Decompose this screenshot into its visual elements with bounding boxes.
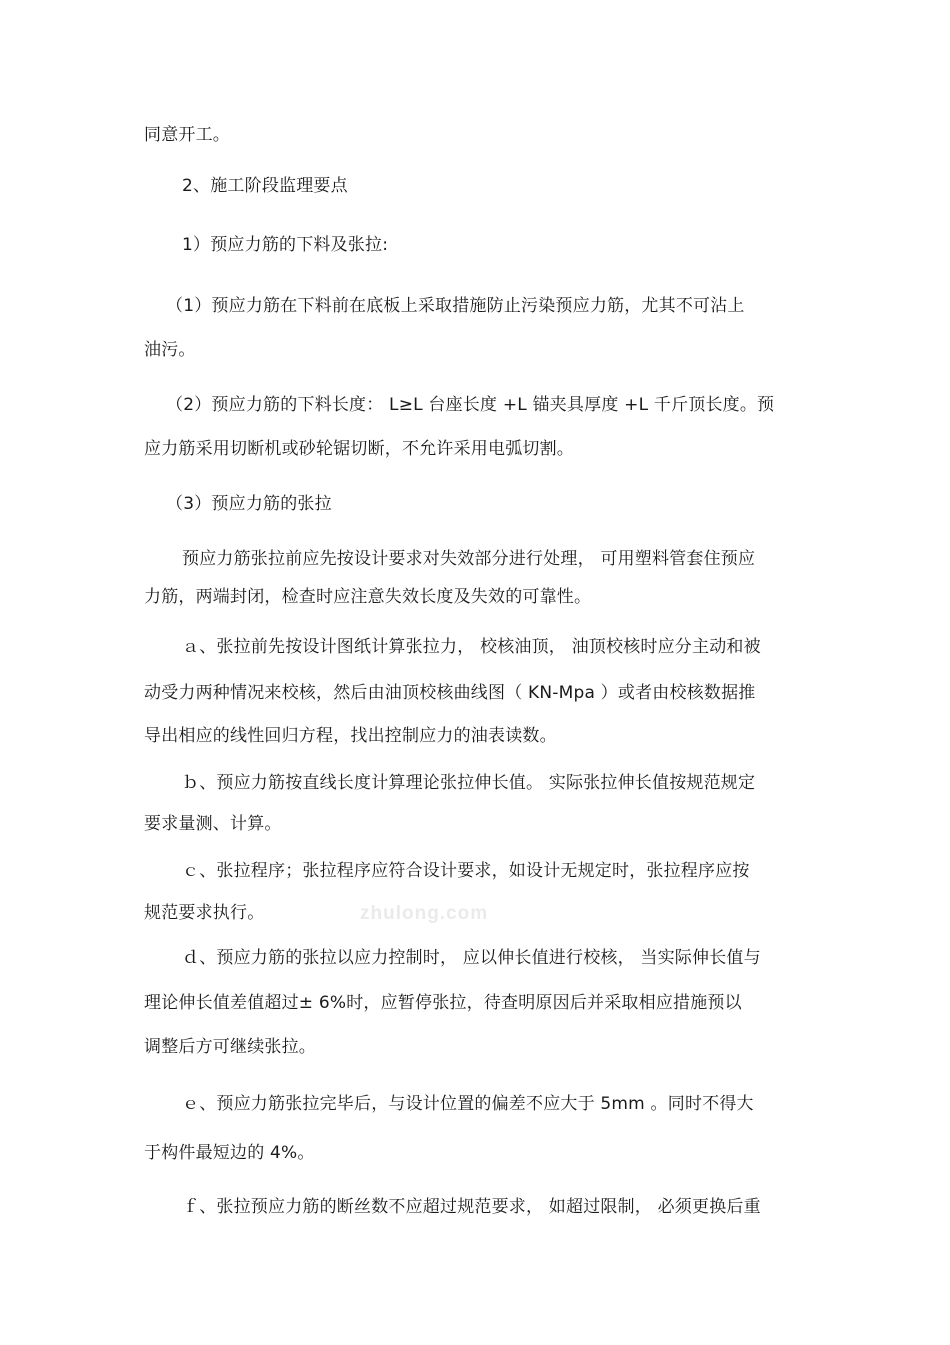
list-item: ｅ、预应力筋张拉完毕后，与设计位置的偏差不应大于 5mm 。同时不得大 (182, 1094, 754, 1114)
list-item: ａ、张拉前先按设计图纸计算张拉力， 校核油顶， 油顶校核时应分主动和被 (182, 637, 761, 657)
text-line: 理论伸长值差值超过± 6%时，应暂停张拉，待查明原因后并采取相应措施预以 (144, 993, 742, 1013)
section-heading: 2、施工阶段监理要点 (182, 176, 348, 196)
text-line: 调整后方可继续张拉。 (144, 1037, 316, 1057)
list-item: ｄ、预应力筋的张拉以应力控制时， 应以伸长值进行校核， 当实际伸长值与 (182, 948, 761, 968)
text-line: 力筋，两端封闭，检查时应注意失效长度及失效的可靠性。 (144, 587, 592, 607)
text-line: 同意开工。 (144, 125, 230, 145)
list-item: ｃ、张拉程序；张拉程序应符合设计要求，如设计无规定时，张拉程序应按 (182, 861, 750, 881)
list-item: ｆ、张拉预应力筋的断丝数不应超过规范要求， 如超过限制， 必须更换后重 (182, 1197, 761, 1217)
text-line: 要求量测、计算。 (144, 814, 282, 834)
subsection-heading: 1）预应力筋的下料及张拉: (182, 235, 389, 255)
watermark: zhulong.com (360, 903, 489, 924)
text-line: 于构件最短边的 4%。 (144, 1143, 315, 1163)
list-item: ｂ、预应力筋按直线长度计算理论张拉伸长值。 实际张拉伸长值按规范规定 (182, 773, 756, 793)
text-line: （3）预应力筋的张拉 (166, 494, 332, 514)
text-line: 导出相应的线性回归方程，找出控制应力的油表读数。 (144, 726, 557, 746)
text-line: 应力筋采用切断机或砂轮锯切断，不允许采用电弧切割。 (144, 439, 574, 459)
text-line: 油污。 (144, 340, 196, 360)
text-line: （2）预应力筋的下料长度： L≥L 台座长度 +L 锚夹具厚度 +L 千斤顶长度。预 (166, 395, 775, 415)
text-line: 规范要求执行。 (144, 903, 265, 923)
text-line: 预应力筋张拉前应先按设计要求对失效部分进行处理， 可用塑料管套住预应 (182, 549, 756, 569)
text-line: 动受力两种情况来校核，然后由油顶校核曲线图（ KN-Mpa ）或者由校核数据推 (144, 683, 756, 703)
text-line: （1）预应力筋在下料前在底板上采取措施防止污染预应力筋，尤其不可沾上 (166, 296, 745, 316)
